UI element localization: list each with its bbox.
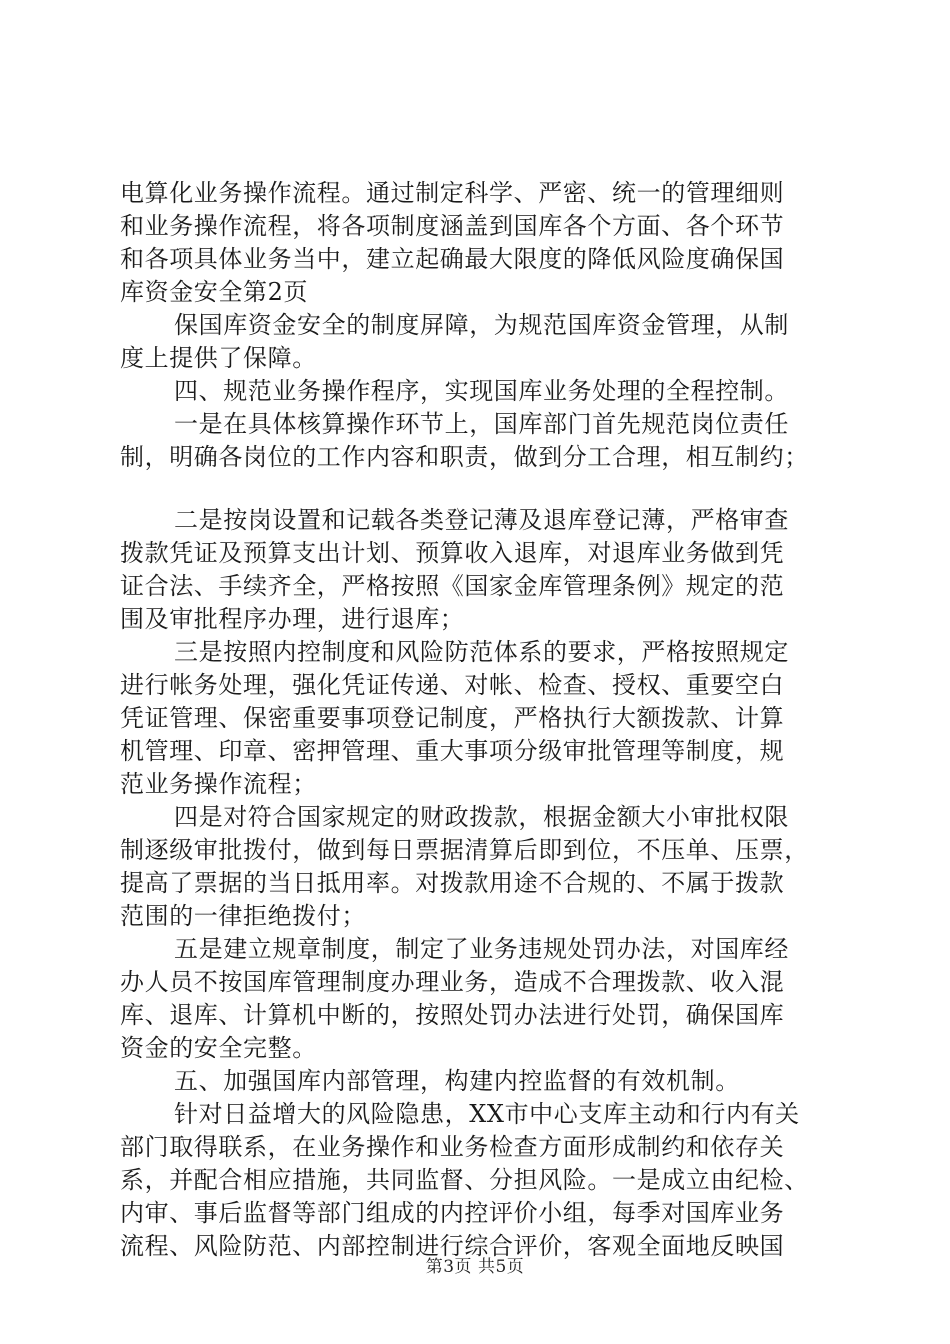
text-line: 库、退库、计算机中断的，按照处罚办法进行处罚，确保国库 xyxy=(120,1001,785,1029)
section-heading: 五、加强国库内部管理，构建内控监督的有效机制。 xyxy=(174,1067,740,1095)
page-number-footer: 第3页 共5页 xyxy=(425,1257,525,1277)
text-line: 机管理、印章、密押管理、重大事项分级审批管理等制度，规 xyxy=(120,737,785,765)
text-line: 电算化业务操作流程。通过制定科学、严密、统一的管理细则 xyxy=(120,179,785,207)
document-body xyxy=(120,177,835,1263)
paragraph-gap xyxy=(120,474,835,504)
text-line: 范业务操作流程； xyxy=(120,770,317,798)
paragraph-first-line: 一是在具体核算操作环节上，国库部门首先规范岗位责任 xyxy=(174,410,789,438)
text-line: 证合法、手续齐全，严格按照《国家金库管理条例》规定的范 xyxy=(120,572,785,600)
text-line: 系，并配合相应措施，共同监督、分担风险。一是成立由纪检、 xyxy=(120,1166,809,1194)
text-line: 部门取得联系，在业务操作和业务检查方面形成制约和依存关 xyxy=(120,1133,785,1161)
text-line: 和业务操作流程，将各项制度涵盖到国库各个方面、各个环节 xyxy=(120,212,785,240)
section-heading: 四、规范业务操作程序，实现国库业务处理的全程控制。 xyxy=(174,377,789,405)
text-line: 和各项具体业务当中，建立起确最大限度的降低风险度确保国 xyxy=(120,245,785,273)
text-line: 凭证管理、保密重要事项登记制度，严格执行大额拨款、计算 xyxy=(120,704,785,732)
text-line: 围及审批程序办理，进行退库； xyxy=(120,605,465,633)
paragraph-first-line: 针对日益增大的风险隐患，XX市中心支库主动和行内有关 xyxy=(174,1100,800,1128)
text-line: 提高了票据的当日抵用率。对拨款用途不合规的、不属于拨款 xyxy=(120,869,785,897)
text-line: 范围的一律拒绝拨付； xyxy=(120,902,366,930)
text-line: 流程、风险防范、内部控制进行综合评价，客观全面地反映国 xyxy=(120,1232,785,1260)
text-line: 库资金安全第2页 xyxy=(120,278,309,306)
paragraph-first-line: 二是按岗设置和记载各类登记薄及退库登记薄，严格审查 xyxy=(174,506,789,534)
text-line: 资金的安全完整。 xyxy=(120,1034,317,1062)
paragraph-first-line: 保国库资金安全的制度屏障，为规范国库资金管理，从制 xyxy=(174,311,789,339)
text-line: 内审、事后监督等部门组成的内控评价小组，每季对国库业务 xyxy=(120,1199,785,1227)
paragraph-first-line: 四是对符合国家规定的财政拨款，根据金额大小审批权限 xyxy=(174,803,789,831)
text-line: 进行帐务处理，强化凭证传递、对帐、检查、授权、重要空白 xyxy=(120,671,785,699)
text-line: 拨款凭证及预算支出计划、预算收入退库，对退库业务做到凭 xyxy=(120,539,785,567)
text-line: 办人员不按国库管理制度办理业务，造成不合理拨款、收入混 xyxy=(120,968,785,996)
paragraph-first-line: 五是建立规章制度，制定了业务违规处罚办法，对国库经 xyxy=(174,935,789,963)
text-line: 度上提供了保障。 xyxy=(120,344,317,372)
text-line: 制逐级审批拨付，做到每日票据清算后即到位，不压单、压票， xyxy=(120,836,809,864)
paragraph-first-line: 三是按照内控制度和风险防范体系的要求，严格按照规定 xyxy=(174,638,789,666)
text-line: 制，明确各岗位的工作内容和职责，做到分工合理，相互制约； xyxy=(120,443,809,471)
